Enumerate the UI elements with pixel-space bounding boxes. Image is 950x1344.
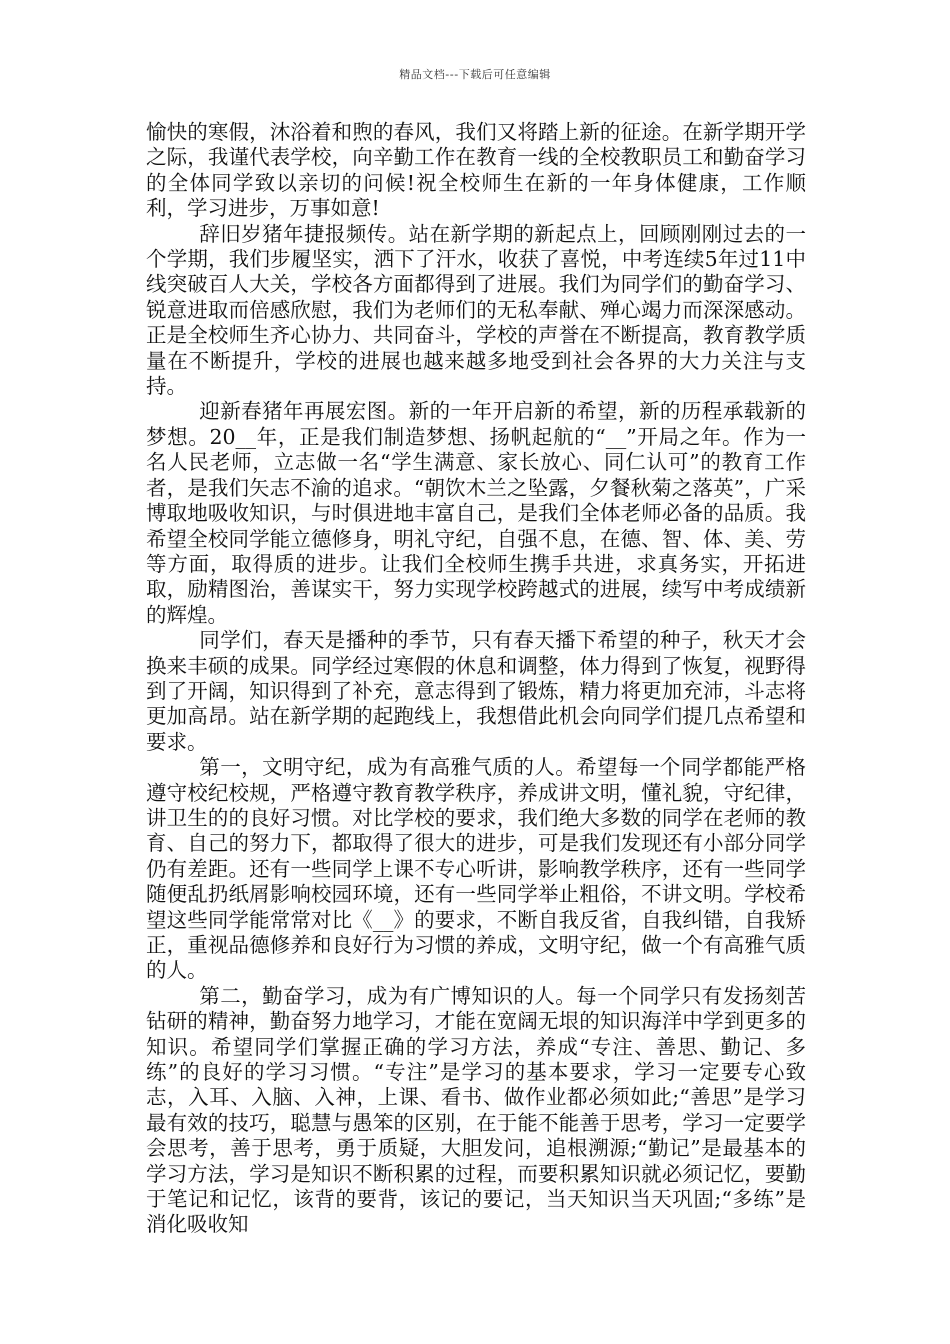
document-body xyxy=(146,120,806,1238)
paragraph-1: 愉快的寒假，沐浴着和煦的春风，我们又将踏上新的征途。在新学期开学之际，我谨代表学校，向辛勤工作在教育一线的全校教职员工和勤奋学习的全体同学致以亲切的问候!祝全校师生在新的一年身体健康，工作顺利，学习进步，万事如意! xyxy=(146,120,806,221)
paragraph-2: 辞旧岁猪年捷报频传。站在新学期的新起点上，回顾刚刚过去的一个学期，我们步履坚实，洒下了汗水，收获了喜悦，中考连续5年过11中线突破百人大关，学校各方面都得到了进展。我们为同学们的勤奋学习、锐意进取而倍感欣慰，我们为老师们的无私奉献、殚心竭力而深深感动。正是全校师生齐心协力、共同奋斗，学校的声誉在不断提高，教育教学质量在不断提升，学校的进展也越来越多地受到社会各界的大力关注与支持。 xyxy=(146,221,806,399)
paragraph-4: 同学们，春天是播种的季节，只有春天播下希望的种子，秋天才会换来丰硕的成果。同学经过寒假的休息和调整，体力得到了恢复，视野得到了开阔，知识得到了补充，意志得到了锻炼，精力将更加充沛，斗志将更加高昂。站在新学期的起跑线上，我想借此机会向同学们提几点希望和要求。 xyxy=(146,628,806,754)
page-header: 精品文档---下载后可任意编辑 xyxy=(399,68,551,81)
paragraph-3: 迎新春猪年再展宏图。新的一年开启新的希望，新的历程承载新的梦想。20__年，正是我们制造梦想、扬帆起航的“__”开局之年。作为一名人民老师，立志做一名“学生满意、家长放心、同仁认可”的教育工作者，是我们矢志不渝的追求。“朝饮木兰之坠露，夕餐秋菊之落英”，广采博取地吸收知识，与时俱进地丰富自己，是我们全体老师必备的品质。我希望全校同学能立德修身，明礼守纪，自强不息，在德、智、体、美、劳等方面，取得质的进步。让我们全校师生携手共进，求真务实，开拓进取，励精图治，善谋实干，努力实现学校跨越式的进展，续写中考成绩新的辉煌。 xyxy=(146,399,806,627)
paragraph-5: 第一，文明守纪，成为有高雅气质的人。希望每一个同学都能严格遵守校纪校规，严格遵守教育教学秩序，养成讲文明，懂礼貌，守纪律，讲卫生的的良好习惯。对比学校的要求，我们绝大多数的同学在老师的教育、自己的努力下，都取得了很大的进步，可是我们发现还有小部分同学仍有差距。还有一些同学上课不专心听讲，影响教学秩序，还有一些同学随便乱扔纸屑影响校园环境，还有一些同学举止粗俗，不讲文明。学校希望这些同学能常常对比《__》的要求，不断自我反省，自我纠错，自我矫正，重视品德修养和良好行为习惯的养成，文明守纪，做一个有高雅气质的人。 xyxy=(146,755,806,983)
paragraph-6: 第二，勤奋学习，成为有广博知识的人。每一个同学只有发扬刻苦钻研的精神，勤奋努力地学习，才能在宽阔无垠的知识海洋中学到更多的知识。希望同学们掌握正确的学习方法，养成“专注、善思、勤记、多练”的良好的学习习惯。“专注”是学习的基本要求，学习一定要专心致志，入耳、入脑、入神，上课、看书、做作业都必须如此;“善思”是学习最有效的技巧，聪慧与愚笨的区别，在于能不能善于思考，学习一定要学会思考，善于思考，勇于质疑，大胆发问，追根溯源;“勤记”是最基本的学习方法，学习是知识不断积累的过程，而要积累知识就必须记忆，要勤于笔记和记忆，该背的要背，该记的要记，当天知识当天巩固;“多练”是消化吸收知 xyxy=(146,983,806,1237)
